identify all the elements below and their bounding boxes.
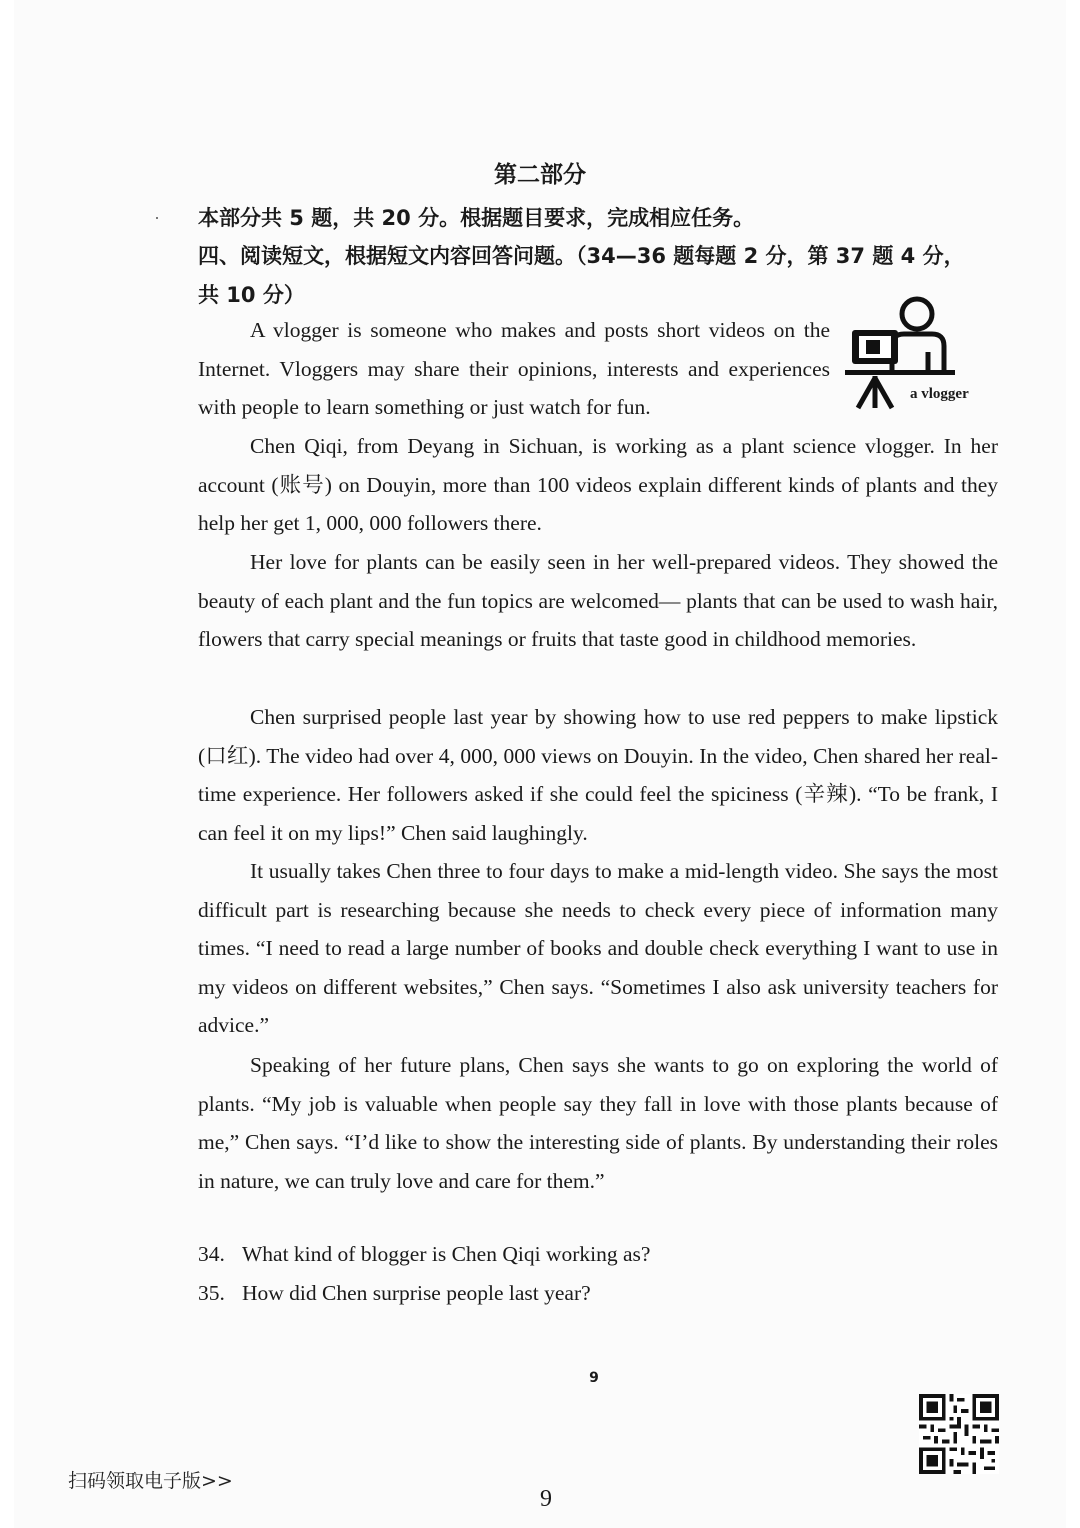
passage-paragraph-1: A vlogger is someone who makes and posts short videos on the Internet. Vloggers may share their opinions, interests and experiences with people to learn something or just watch for fun. [198, 318, 830, 420]
question-35 [198, 1281, 591, 1306]
part-intro: 本部分共 5 题，共 20 分。根据题目要求，完成相应任务。 [198, 206, 755, 230]
question-number: 34. [198, 1242, 225, 1266]
section-title: 第二部分 [494, 162, 586, 188]
passage-paragraph-6: Speaking of her future plans, Chen says she wants to go on exploring the world of plants. “My job is valuable when people say they fall in love with those plants because of me,” Chen says. “I’d like to show the interesting side of plants. By understanding their roles in nature, we can truly love and care for them.” [198, 1053, 998, 1193]
instruction-line-2: 共 10 分） [198, 283, 305, 307]
question-34 [198, 1242, 650, 1267]
passage-paragraph-3: Her love for plants can be easily seen in her well-prepared videos. They showed the beauty of each plant and the fun topics are welcomed— plants that can be used to wash hair, flowers that carry special meanings or fruits that taste good in childhood memories. [198, 550, 998, 652]
instruction-line-1: 四、阅读短文，根据短文内容回答问题。（34—36 题每题 2 分，第 37 题 4 分， [198, 244, 965, 268]
page-number-large: 9 [540, 1486, 552, 1512]
passage-paragraph-4: Chen surprised people last year by showing how to use red peppers to make lipstick (口红). The video had over 4, 000, 000 views on Douyin. In the video, Chen shared her real-time experience. Her followers asked if she could feel the spiciness (辛辣). “To be frank, I can feel it on my lips!” Chen said laughingly. [198, 705, 998, 845]
question-text: How did Chen surprise people last year? [242, 1281, 591, 1305]
question-number: 35. [198, 1281, 225, 1305]
vlogger-caption: a vlogger [910, 386, 969, 402]
qr-code-icon[interactable] [918, 1394, 1000, 1474]
scan-qr-label: 扫码领取电子版>> [68, 1470, 233, 1492]
page-number-small: 9 [589, 1370, 599, 1386]
passage-paragraph-5: It usually takes Chen three to four days to make a mid-length video. She says the most difficult part is researching because she needs to check every piece of information many times. “I need to read a large number of books and double check everything I want to use in my videos on different websites,” Chen says. “Sometimes I also ask university teachers for advice.” [198, 859, 998, 1038]
question-text: What kind of blogger is Chen Qiqi working as? [242, 1242, 651, 1266]
scan-speck [156, 217, 158, 219]
passage-paragraph-2: Chen Qiqi, from Deyang in Sichuan, is working as a plant science vlogger. In her account (账号) on Douyin, more than 100 videos explain different kinds of plants and they help her get 1, 000, 000 followers there. [198, 434, 998, 536]
